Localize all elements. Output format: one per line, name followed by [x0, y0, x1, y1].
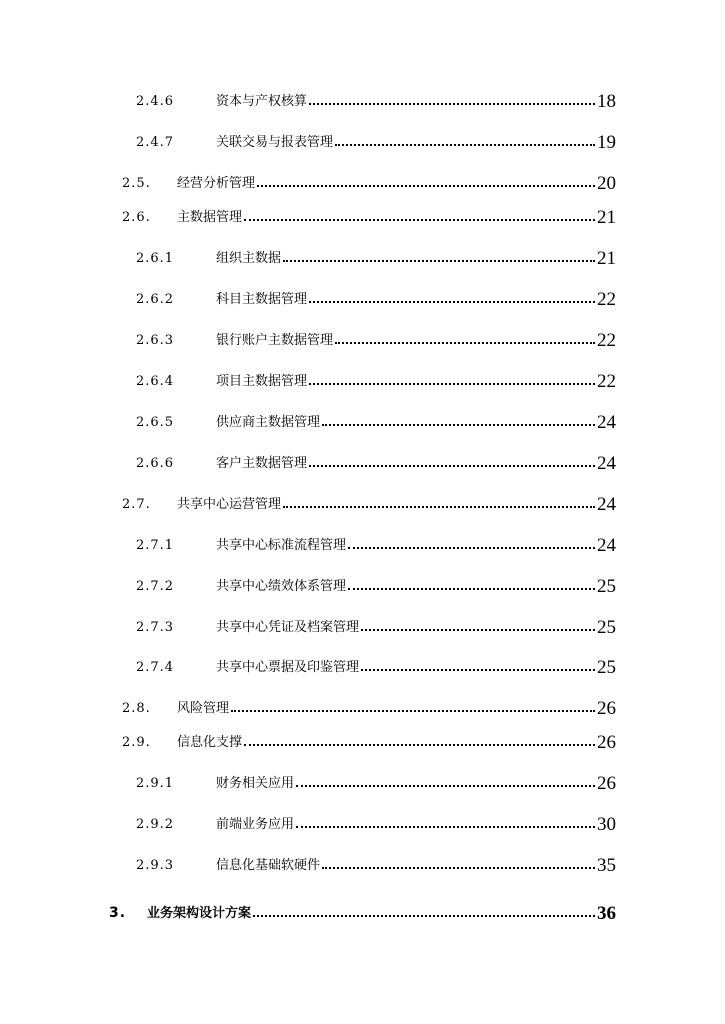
toc-page-number: 24 [597, 453, 616, 474]
toc-page-number: 22 [597, 371, 616, 392]
toc-number: 2.6. [122, 210, 151, 225]
toc-page-number: 25 [597, 576, 616, 597]
toc-entry-2-7[interactable] [122, 490, 616, 514]
toc-title: 共享中心标准流程管理 [216, 538, 347, 553]
toc-entry-3[interactable] [109, 899, 616, 923]
toc-title: 财务相关应用 [216, 776, 295, 791]
toc-page-number: 24 [597, 535, 616, 556]
toc-number: 2.6.2 [136, 292, 175, 307]
toc-title: 资本与产权核算 [216, 94, 308, 109]
dot-leader [283, 506, 595, 508]
toc-entry-2-4-7[interactable] [136, 128, 616, 152]
toc-page-number: 25 [597, 657, 616, 678]
toc-number: 2.6.1 [136, 251, 175, 266]
toc-title: 项目主数据管理 [216, 374, 308, 389]
toc-page-number: 22 [597, 330, 616, 351]
toc-entry-2-6-3[interactable] [136, 326, 616, 350]
toc-number: 2.6.6 [136, 456, 175, 471]
toc-page-number: 22 [597, 289, 616, 310]
toc-number: 2.7.1 [136, 538, 175, 553]
toc-title: 客户主数据管理 [216, 456, 308, 471]
dot-leader [322, 424, 595, 426]
toc-title: 共享中心运营管理 [177, 497, 282, 512]
toc-title: 供应商主数据管理 [216, 415, 321, 430]
toc-entry-2-6-6[interactable] [136, 449, 616, 473]
toc-page-number: 25 [597, 617, 616, 638]
dot-leader [283, 260, 595, 262]
toc-title: 共享中心票据及印鉴管理 [216, 660, 360, 675]
toc-number: 2.9. [122, 735, 151, 750]
dot-leader [231, 710, 595, 712]
toc-entry-2-7-3[interactable] [136, 613, 616, 637]
toc-title: 经营分析管理 [177, 176, 256, 191]
toc-number: 2.4.6 [136, 94, 175, 109]
toc-title: 组织主数据 [216, 251, 282, 266]
dot-leader [309, 301, 595, 303]
dot-leader [335, 144, 595, 146]
toc-number: 2.5. [122, 176, 151, 191]
dot-leader [322, 867, 595, 869]
toc-title: 银行账户主数据管理 [216, 333, 334, 348]
toc-title: 关联交易与报表管理 [216, 135, 334, 150]
dot-leader [361, 669, 595, 671]
toc-page-number: 26 [597, 698, 616, 719]
dot-leader [296, 826, 595, 828]
dot-leader [309, 103, 595, 105]
toc-title: 共享中心绩效体系管理 [216, 579, 347, 594]
toc-page-number: 21 [597, 207, 616, 228]
toc-number: 2.9.1 [136, 776, 175, 791]
toc-entry-2-5[interactable] [122, 169, 616, 193]
toc-title: 风险管理 [177, 701, 230, 716]
toc-entry-2-8[interactable] [122, 694, 616, 718]
toc-page-number: 36 [597, 903, 616, 924]
toc-entry-2-9-1[interactable] [136, 769, 616, 793]
toc-page-number: 21 [597, 248, 616, 269]
toc-entry-2-7-1[interactable] [136, 531, 616, 555]
toc-page-number: 20 [597, 173, 616, 194]
toc-entry-2-7-4[interactable] [136, 653, 616, 677]
toc-number: 2.7.4 [136, 660, 175, 675]
toc-title: 信息化基础软硬件 [216, 858, 321, 873]
toc-title: 共享中心凭证及档案管理 [216, 620, 360, 635]
toc-number: 2.7. [122, 497, 151, 512]
toc-number: 2.6.4 [136, 374, 175, 389]
toc-page-number: 30 [597, 814, 616, 835]
toc-number: 2.7.2 [136, 579, 175, 594]
toc-entry-2-6-4[interactable] [136, 367, 616, 391]
toc-number: 2.9.3 [136, 858, 175, 873]
toc-entry-2-6-5[interactable] [136, 408, 616, 432]
toc-entry-2-7-2[interactable] [136, 572, 616, 596]
toc-page-number: 26 [597, 773, 616, 794]
dot-leader [296, 785, 595, 787]
toc-page-number: 35 [597, 855, 616, 876]
toc-entry-2-6-2[interactable] [136, 285, 616, 309]
toc-number: 2.7.3 [136, 620, 175, 635]
toc-page-number: 24 [597, 412, 616, 433]
toc-title: 信息化支撑 [177, 735, 243, 750]
toc-entry-2-9[interactable] [122, 728, 616, 752]
toc-title: 主数据管理 [177, 210, 243, 225]
toc-number: 2.6.3 [136, 333, 175, 348]
toc-entry-2-6-1[interactable] [136, 244, 616, 268]
dot-leader [244, 744, 595, 746]
toc-entry-2-4-6[interactable] [136, 87, 616, 111]
toc-page-number: 19 [597, 132, 616, 153]
toc-entry-2-9-3[interactable] [136, 851, 616, 875]
dot-leader [244, 219, 595, 221]
toc-number: 2.6.5 [136, 415, 175, 430]
dot-leader [348, 547, 595, 549]
toc-number: 2.4.7 [136, 135, 175, 150]
dot-leader [309, 465, 595, 467]
dot-leader [361, 629, 595, 631]
toc-page-number: 24 [597, 494, 616, 515]
dot-leader [257, 185, 595, 187]
toc-title: 前端业务应用 [216, 817, 295, 832]
toc-entry-2-6[interactable] [122, 203, 616, 227]
dot-leader [253, 915, 595, 917]
toc-number: 3. [109, 905, 127, 921]
toc-page-number: 26 [597, 732, 616, 753]
dot-leader [309, 383, 595, 385]
toc-number: 2.8. [122, 701, 151, 716]
toc-entry-2-9-2[interactable] [136, 810, 616, 834]
dot-leader [348, 588, 595, 590]
toc-number: 2.9.2 [136, 817, 175, 832]
toc-title: 业务架构设计方案 [147, 906, 252, 921]
toc-title: 科目主数据管理 [216, 292, 308, 307]
dot-leader [335, 342, 595, 344]
toc-page-number: 18 [597, 91, 616, 112]
